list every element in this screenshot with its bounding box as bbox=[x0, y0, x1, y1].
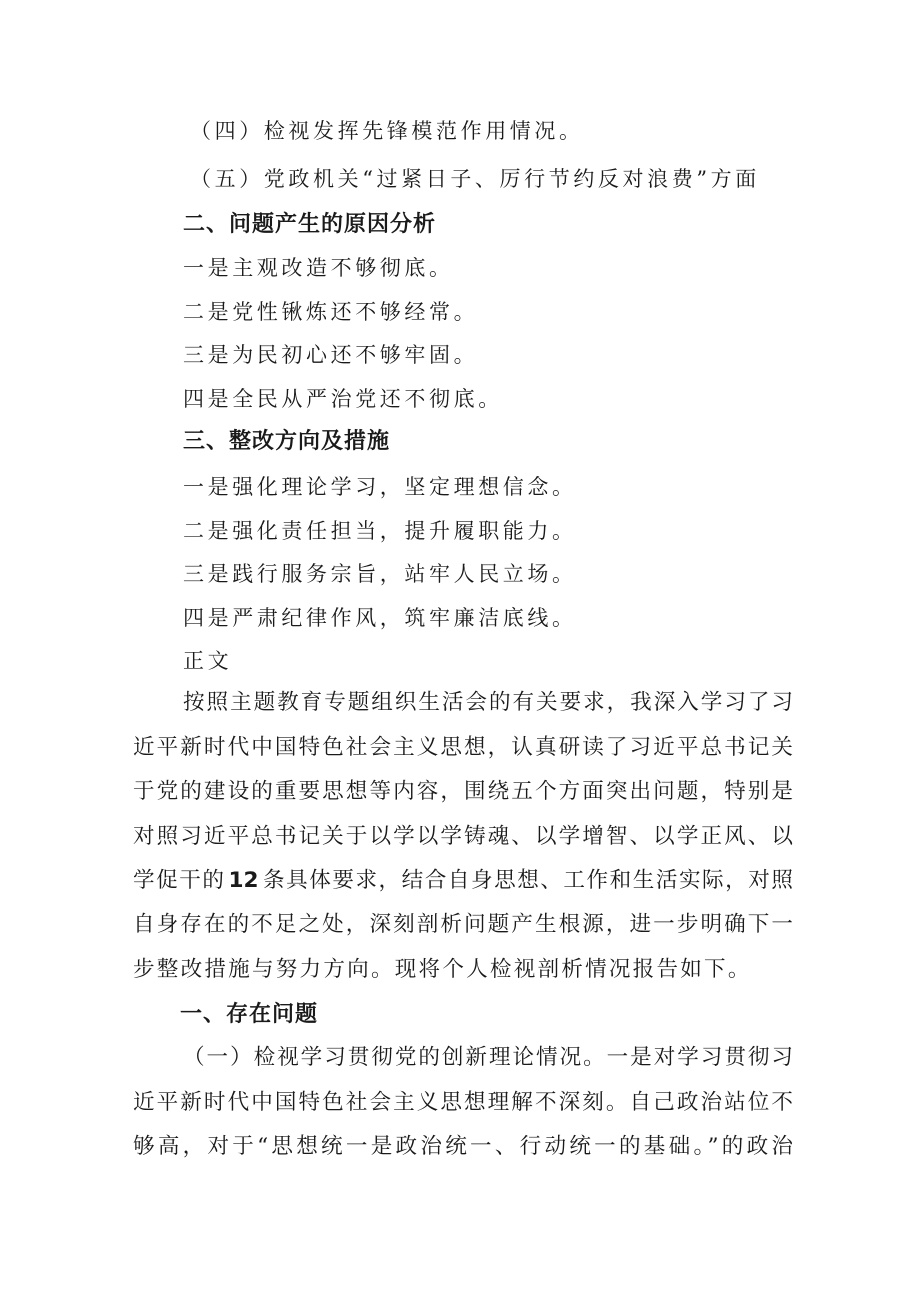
intro-number: 12 bbox=[228, 868, 259, 893]
intro-line-5a: 学促干的 bbox=[133, 868, 226, 893]
heading-rectification: 三、整改方向及措施 bbox=[183, 429, 391, 454]
heading-existing-problems: 一、存在问题 bbox=[180, 1002, 319, 1027]
intro-line-7: 步整改措施与努力方向。现将个人检视剖析情况报告如下。 bbox=[133, 957, 752, 982]
cause-item-3: 三是为民初心还不够牢固。 bbox=[183, 343, 479, 367]
intro-line-3: 于党的建设的重要思想等内容，围绕五个方面突出问题，特别是 bbox=[133, 779, 793, 804]
measure-item-2: 二是强化责任担当，提升履职能力。 bbox=[183, 519, 577, 543]
measure-item-1: 一是强化理论学习，坚定理想信念。 bbox=[183, 475, 577, 499]
intro-line-2: 近平新时代中国特色社会主义思想，认真研读了习近平总书记关 bbox=[133, 735, 793, 760]
intro-paragraph-5 bbox=[133, 866, 793, 896]
measure-item-3: 三是践行服务宗旨，站牢人民立场。 bbox=[183, 562, 577, 586]
section1-line-2: 近平新时代中国特色社会主义思想理解不深刻。自己政治站位不 bbox=[133, 1090, 793, 1115]
section1-paragraph-3 bbox=[133, 1132, 793, 1162]
cause-item-2: 二是党性锹炼还不够经常。 bbox=[183, 300, 479, 324]
section1-line-3: 够高，对于“思想统一是政治统一、行动统一的基础。”的政治 bbox=[133, 1134, 793, 1159]
intro-line-5 bbox=[133, 866, 793, 896]
intro-paragraph-6 bbox=[133, 910, 793, 940]
intro-line-6: 自身存在的不足之处，深刻剖析问题产生根源，进一步明确下一 bbox=[133, 912, 793, 937]
section1-paragraph-2 bbox=[133, 1088, 793, 1118]
intro-paragraph-3 bbox=[133, 777, 793, 807]
item-four: （四）检视发挥先锋模范作用情况。 bbox=[190, 119, 584, 143]
cause-item-1: 一是主观改造不够彻底。 bbox=[183, 256, 454, 280]
intro-paragraph-4 bbox=[133, 822, 793, 852]
section1-paragraph bbox=[183, 1043, 793, 1073]
measure-item-4: 四是严肃纪律作风，筑牢廉洁底线。 bbox=[183, 606, 577, 630]
intro-paragraph bbox=[183, 688, 793, 718]
section1-line-1: （一）检视学习贯彻党的创新理论情况。一是对学习贯彻习 bbox=[183, 1045, 793, 1070]
intro-line-5b: 条具体要求，结合自身思想、工作和生活实际，对照 bbox=[261, 868, 793, 893]
zhengwen-label: 正文 bbox=[183, 649, 233, 673]
cause-item-4: 四是全民从严治党还不彻底。 bbox=[183, 387, 503, 411]
heading-cause-analysis: 二、问题产生的原因分析 bbox=[183, 212, 437, 237]
intro-paragraph-2 bbox=[133, 733, 793, 763]
intro-line-4: 对照习近平总书记关于以学以学铸魂、以学增智、以学正风、以 bbox=[133, 824, 793, 849]
item-five: （五）党政机关“过紧日子、厉行节约反对浪费”方面 bbox=[190, 167, 760, 191]
intro-paragraph-7 bbox=[133, 955, 793, 985]
intro-line-1: 按照主题教育专题组织生活会的有关要求，我深入学习了习 bbox=[183, 690, 793, 715]
